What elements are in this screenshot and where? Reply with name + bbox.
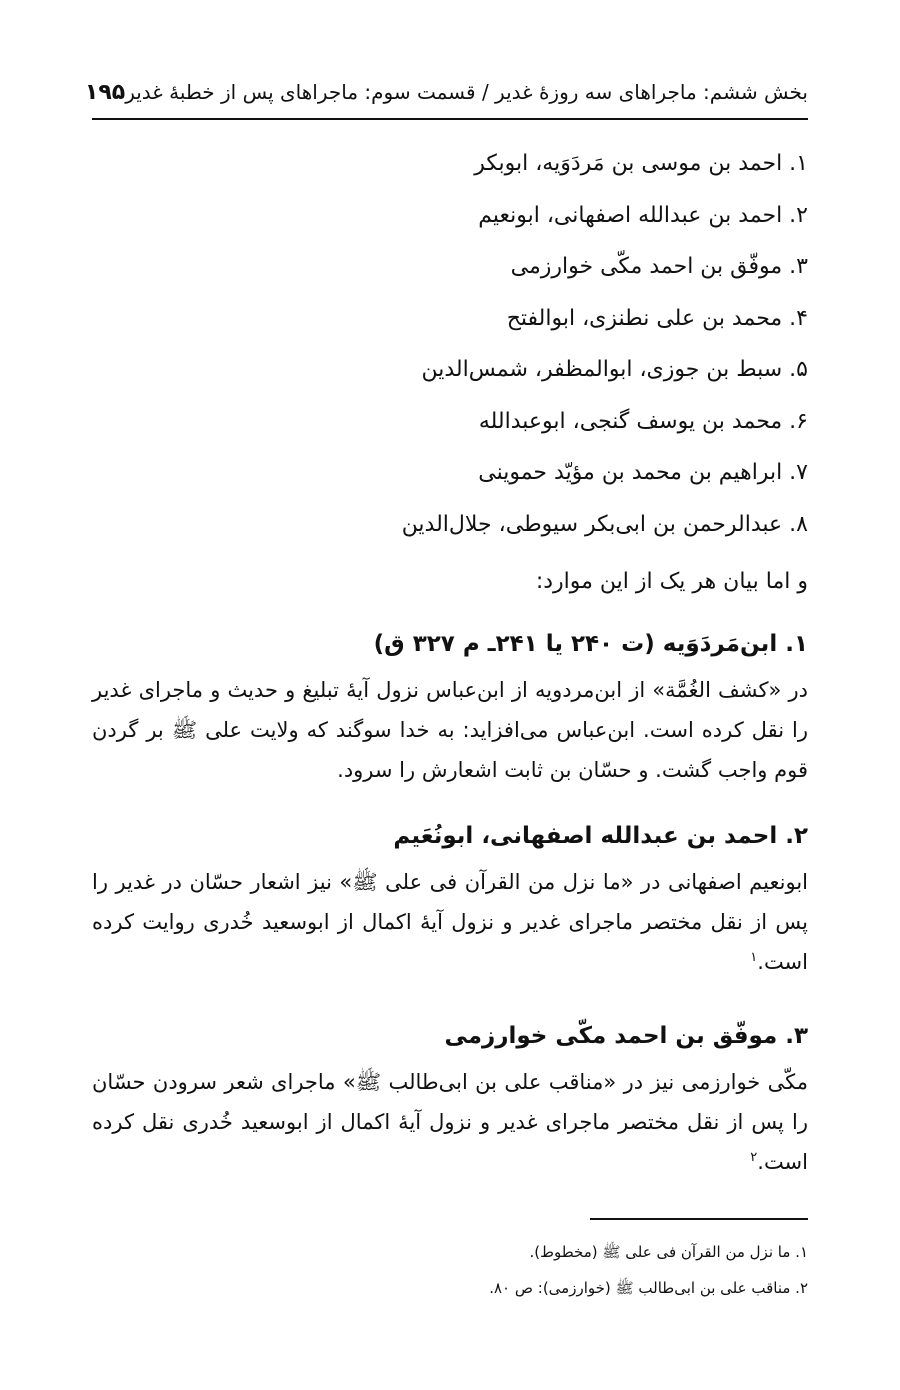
list-item: ۷. ابراهیم بن محمد بن مؤیّد حموینی bbox=[478, 460, 808, 485]
list-item: ۴. محمد بن علی نطنزی، ابوالفتح bbox=[506, 305, 808, 331]
section-heading: ۲. احمد بن عبدالله اصفهانی، ابونُعَیم bbox=[393, 823, 808, 849]
header-title: بخش ششم: ماجراهای سه روزهٔ غدیر / قسمت سوم: ماجراهای پس از خطبهٔ غدیر bbox=[125, 80, 808, 104]
section-paragraph bbox=[92, 1062, 808, 1182]
footnote-ref[interactable]: ۲ bbox=[750, 1150, 758, 1165]
list-item: ۶. محمد بن یوسف گنجی، ابوعبدالله bbox=[478, 408, 808, 434]
page-number: ۱۹۵ bbox=[84, 79, 126, 105]
list-item: ۸. عبدالرحمن بن ابی‌بکر سیوطی، جلال‌الدین bbox=[401, 511, 808, 537]
section-paragraph bbox=[92, 862, 808, 982]
list-item: ۲. احمد بن عبدالله اصفهانی، ابونعیم bbox=[478, 202, 808, 228]
running-header bbox=[84, 72, 808, 112]
section-heading: ۱. ابن‌مَردَوَیه (ت ۲۴۰ یا ۲۴۱ـ م ۳۲۷ ق) bbox=[373, 631, 808, 657]
footnote-rule bbox=[590, 1218, 808, 1220]
paragraph-text: در «کشف الغُمَّة» از ابن‌مردویه از ابن‌عباس نزول آیهٔ تبلیغ و حدیث و ماجرای غدیر را نقل کرده است. ابن‌عباس می‌افزاید: به خدا سوگند که ولایت علی ﷺ بر گردن قوم واجب گشت. و حسّان بن ثابت اشعارش را سرود. bbox=[92, 678, 808, 782]
list-item: ۱. احمد بن موسی بن مَردَوَیه، ابوبکر bbox=[474, 151, 808, 176]
footnote-item: ۲. مناقب علی بن ابی‌طالب ﷺ (خوارزمی): ص ۸۰. bbox=[489, 1279, 808, 1297]
section-heading: ۳. موفّق بن احمد مکّی خوارزمی bbox=[444, 1023, 808, 1049]
paragraph-text: ابونعیم اصفهانی در «ما نزل من القرآن فی علی ﷺ» نیز اشعار حسّان در غدیر را پس از نقل مختصر ماجرای غدیر و نزول آیهٔ اکمال از ابوسعید خُدری روایت کرده است. bbox=[92, 870, 808, 974]
header-rule bbox=[92, 118, 808, 120]
footnote-ref[interactable]: ۱ bbox=[750, 950, 758, 965]
paragraph-text: مکّی خوارزمی نیز در «مناقب علی بن ابی‌طالب ﷺ» ماجرای شعر سرودن حسّان را پس از نقل مختصر ماجرای غدیر و نزول آیهٔ اکمال از ابوسعید خُدری نقل کرده است. bbox=[92, 1070, 808, 1174]
section-paragraph bbox=[92, 670, 808, 790]
list-item: ۵. سبط بن جوزی، ابوالمظفر، شمس‌الدین bbox=[421, 357, 808, 382]
narrators-list bbox=[92, 144, 808, 556]
footnote-item: ۱. ما نزل من القرآن فی علی ﷺ (مخطوط). bbox=[529, 1243, 808, 1261]
intro-line: و اما بیان هر یک از این موارد: bbox=[535, 569, 808, 594]
footnotes bbox=[92, 1234, 808, 1306]
list-item: ۳. موفّق بن احمد مکّی خوارزمی bbox=[510, 254, 808, 279]
